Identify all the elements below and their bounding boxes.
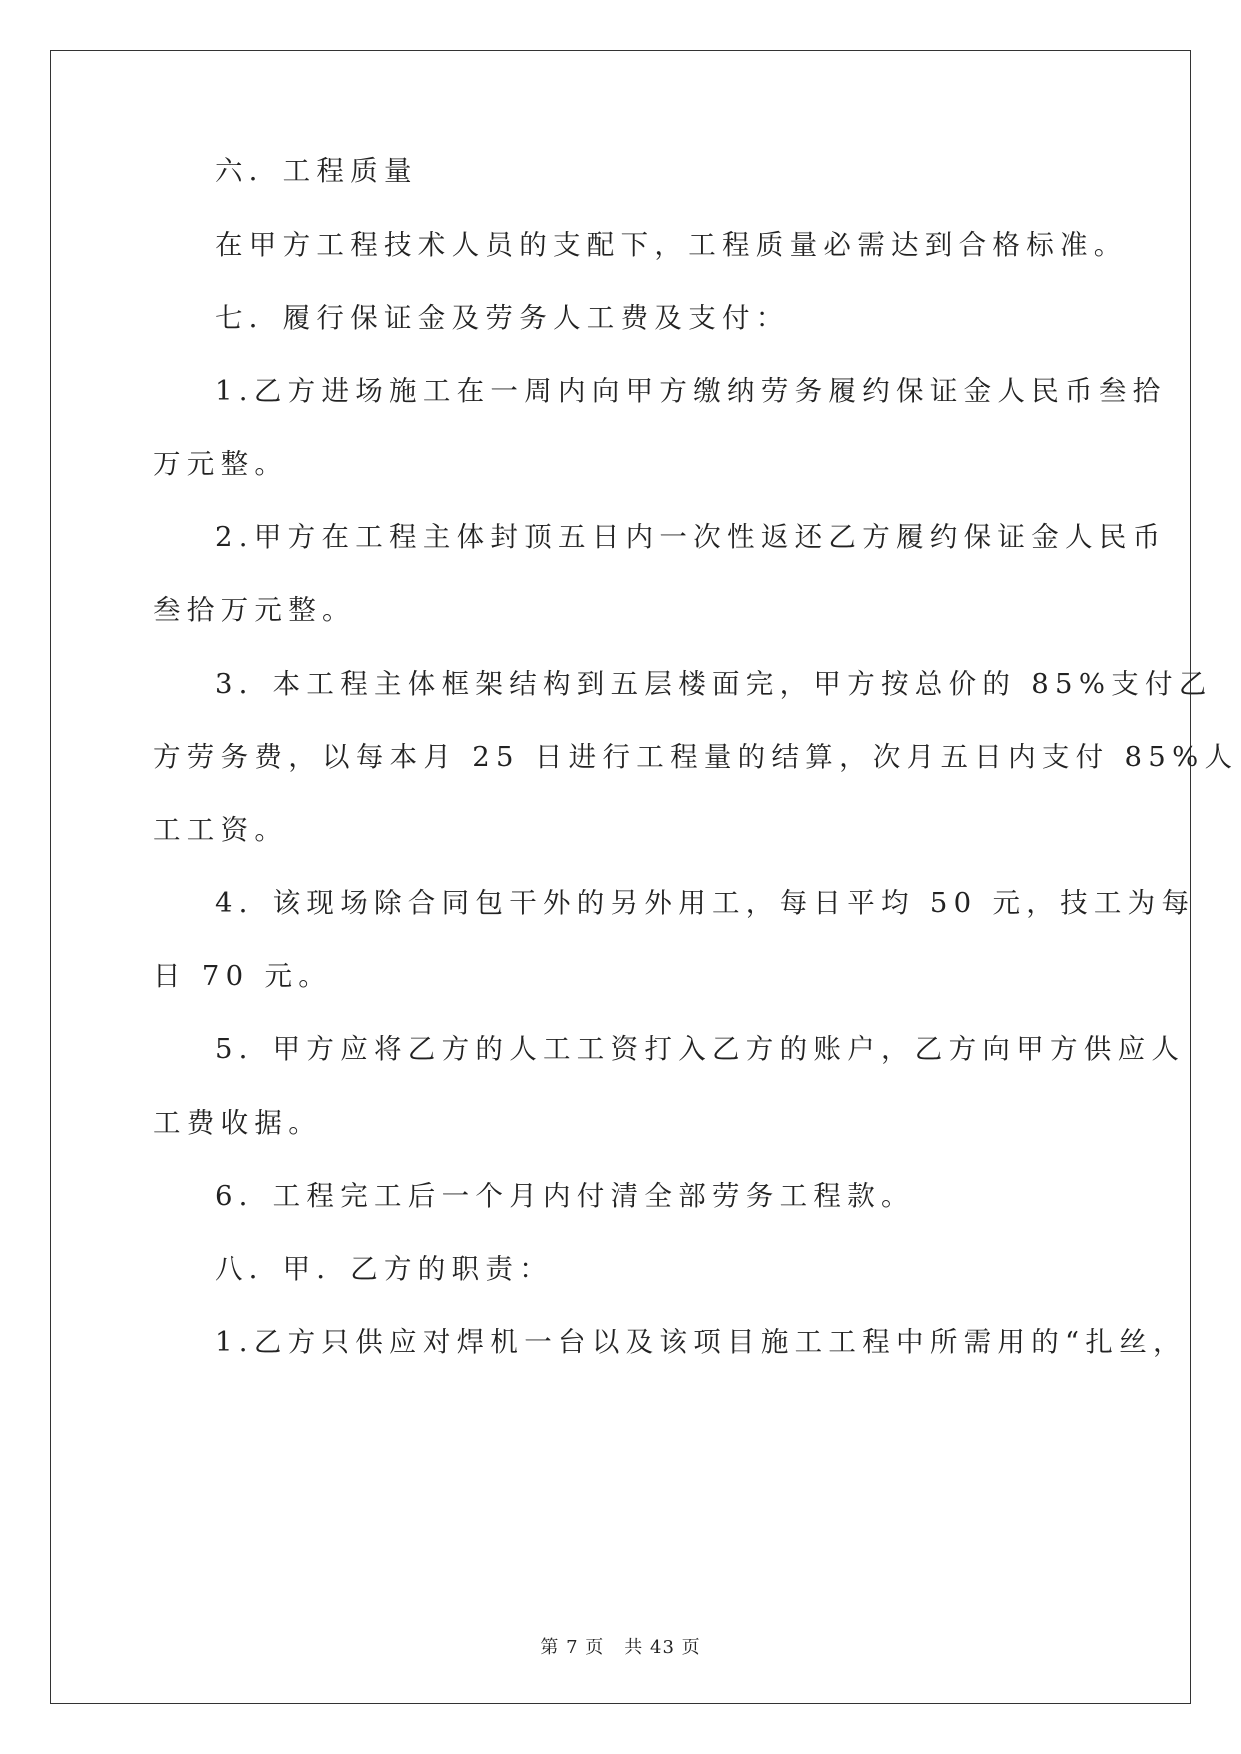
paragraph-line: 万元整。 [153, 448, 289, 480]
paragraph-line: 工工资。 [153, 814, 289, 846]
paragraph-line: 方劳务费，以每本月 25 日进行工程量的结算，次月五日内支付 85%人 [153, 741, 1239, 773]
paragraph-line: 1.乙方进场施工在一周内向甲方缴纳劳务履约保证金人民币叁拾 [215, 375, 1167, 407]
paragraph-line: 2.甲方在工程主体封顶五日内一次性返还乙方履约保证金人民币 [215, 521, 1167, 553]
page-border [50, 50, 1191, 1704]
paragraph-line: 4．该现场除合同包干外的另外用工，每日平均 50 元，技工为每 [215, 887, 1196, 919]
section-heading-duties: 八．甲．乙方的职责： [215, 1253, 553, 1285]
paragraph-line: 3．本工程主体框架结构到五层楼面完，甲方按总价的 85%支付乙 [215, 668, 1213, 700]
paragraph-line: 日 70 元。 [153, 960, 333, 992]
paragraph-line: 叁拾万元整。 [153, 594, 356, 626]
paragraph-line: 在甲方工程技术人员的支配下，工程质量必需达到合格标准。 [215, 229, 1128, 261]
section-heading-quality: 六．工程质量 [215, 155, 418, 187]
section-heading-deposit: 七．履行保证金及劳务人工费及支付： [215, 302, 790, 334]
paragraph-line: 工费收据。 [153, 1107, 322, 1139]
paragraph-line: 6．工程完工后一个月内付清全部劳务工程款。 [215, 1180, 915, 1212]
page-footer [0, 1633, 1241, 1659]
paragraph-line: 1.乙方只供应对焊机一台以及该项目施工工程中所需用的“扎丝， [215, 1326, 1187, 1358]
paragraph-line: 5．甲方应将乙方的人工工资打入乙方的账户，乙方向甲方供应人 [215, 1033, 1186, 1065]
page-total: 共 43 页 [624, 1637, 701, 1658]
page-number: 第 7 页 [540, 1637, 605, 1658]
